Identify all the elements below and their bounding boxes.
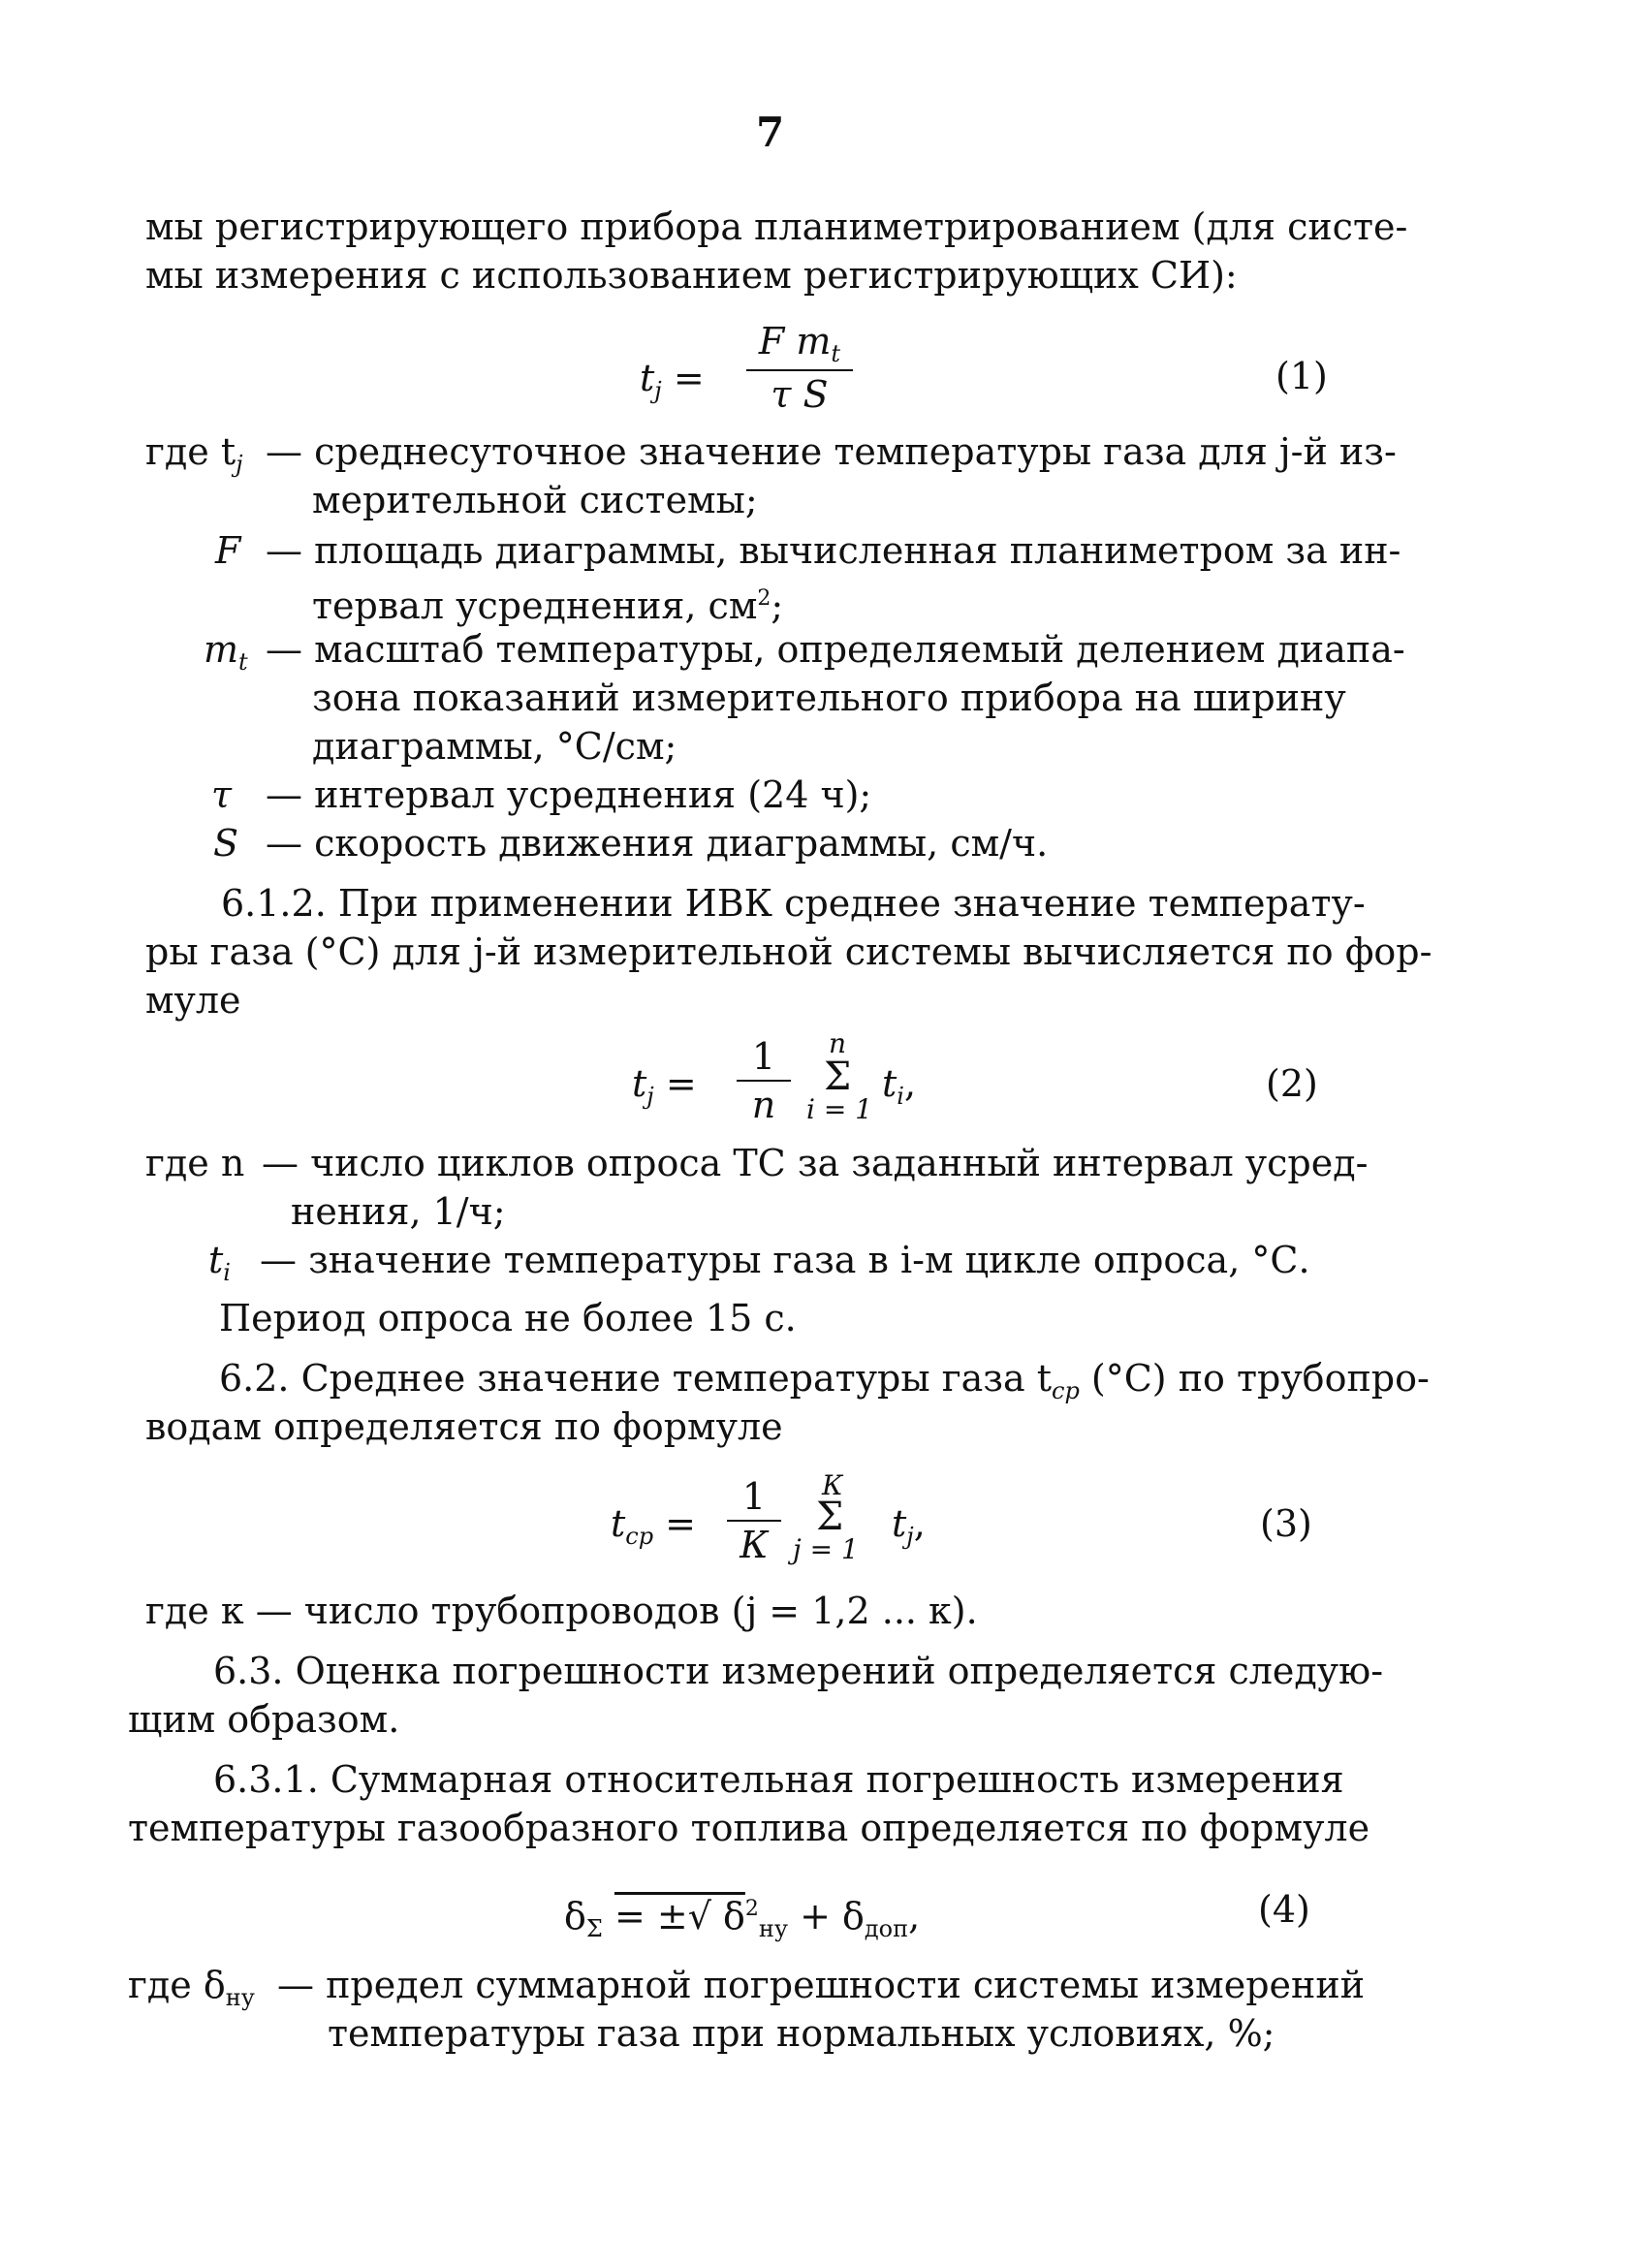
def1-symbol-tau: τ	[211, 773, 233, 816]
def4-line-1: — предел суммарной погрешности системы измерений	[277, 1964, 1366, 2006]
eq2-sigma-icon: Σ	[824, 1055, 852, 1099]
eq3-number: (3)	[1260, 1502, 1312, 1545]
eq1-lhs: $t_j$ =	[640, 357, 705, 404]
eq2-term: $t_i$,	[882, 1062, 917, 1110]
p63-line-2: щим образом.	[128, 1698, 400, 1741]
def1-symbol-S: S	[213, 822, 239, 865]
eq1-denominator: τ S	[771, 373, 829, 416]
def1-line-8: — интервал усреднения (24 ч);	[266, 773, 872, 816]
eq4-number: (4)	[1258, 1888, 1310, 1931]
def3-line: где к — число трубопроводов (j = 1,2 ... к).	[145, 1590, 978, 1632]
p612-line-3: муле	[145, 979, 241, 1022]
p631-line-2: температуры газообразного топлива определяется по формуле	[128, 1807, 1370, 1849]
page-number: 7	[756, 109, 785, 156]
eq2-number: (2)	[1266, 1062, 1318, 1105]
eq1-number: (1)	[1275, 355, 1328, 397]
def2-line-3: — значение температуры газа в i-м цикле опроса, °С.	[260, 1239, 1310, 1281]
eq3-term: $t_j$,	[892, 1502, 926, 1550]
period-line: Период опроса не более 15 с.	[219, 1297, 797, 1339]
def1-line-1: — среднесуточное значение температуры газа для j-й из-	[266, 430, 1397, 473]
eq3-sum-top: К	[822, 1469, 843, 1501]
p62-line-1: 6.2. Среднее значение температуры газа $t_{ср}$ (°С) по трубопро-	[219, 1357, 1430, 1404]
def2-line-2: нения, 1/ч;	[291, 1190, 506, 1233]
def1-line-3: — площадь диаграммы, вычисленная планиметром за ин-	[266, 529, 1401, 572]
def1-line-5: — масштаб температуры, определяемый делением диапа-	[266, 628, 1405, 671]
def4-symbol: где $\delta_{ну}$	[128, 1964, 255, 2011]
def1-line-9: — скорость движения диаграммы, см/ч.	[266, 822, 1049, 865]
eq3-sigma-icon: Σ	[816, 1495, 844, 1539]
intro-line-1: мы регистрирующего прибора планиметрированием (для систе-	[145, 205, 1408, 248]
p62-line-2: водам определяется по формуле	[145, 1405, 783, 1448]
def1-symbol-t: где $t_j$	[145, 430, 243, 478]
def2-symbol-t: $t_i$	[208, 1239, 231, 1286]
p612-line-2: ры газа (°С) для j-й измерительной системы вычисляется по фор-	[145, 930, 1432, 973]
eq1-fraction	[746, 320, 853, 416]
def1-line-6: зона показаний измерительного прибора на ширину	[312, 677, 1346, 719]
eq2-denominator: n	[751, 1084, 776, 1126]
eq3-lhs: $t_{ср}$ =	[611, 1502, 697, 1550]
eq3-denominator: К	[740, 1524, 769, 1566]
def1-symbol-F: F	[215, 529, 241, 572]
def1-symbol-m: $m_t$	[204, 628, 248, 676]
eq3-sum-bottom: j = 1	[793, 1533, 859, 1565]
def1-line-7: диаграммы, °С/см;	[312, 725, 677, 768]
eq3-numerator: 1	[727, 1475, 781, 1522]
p63-line-1: 6.3. Оценка погрешности измерений определяется следую-	[213, 1650, 1384, 1692]
def1-line-4: тервал усреднения, $см^2$;	[312, 584, 784, 627]
p612-line-1: 6.1.2. При применении ИВК среднее значение температу-	[221, 882, 1366, 925]
eq4-formula: $\delta_\Sigma$ = ±√ $\delta^2_{ну} + \delta_{доп}$,	[564, 1895, 921, 1942]
def1-line-2: мерительной системы;	[312, 479, 758, 521]
eq3-fraction	[727, 1475, 781, 1566]
eq2-lhs: $t_j$ =	[632, 1062, 697, 1110]
eq2-sum-top: n	[829, 1027, 847, 1059]
eq2-fraction	[737, 1035, 791, 1126]
def4-line-2: температуры газа при нормальных условиях, %;	[328, 2012, 1275, 2055]
def2-symbol-n: где n	[145, 1142, 245, 1184]
eq1-numerator: F $m_t$	[746, 320, 853, 371]
def2-line-1: — число циклов опроса ТС за заданный интервал усред-	[262, 1142, 1369, 1184]
intro-line-2: мы измерения с использованием регистрирующих СИ):	[145, 254, 1238, 297]
p631-line-1: 6.3.1. Суммарная относительная погрешность измерения	[213, 1758, 1344, 1801]
eq2-numerator: 1	[737, 1035, 791, 1082]
eq2-sum-bottom: i = 1	[806, 1093, 873, 1125]
